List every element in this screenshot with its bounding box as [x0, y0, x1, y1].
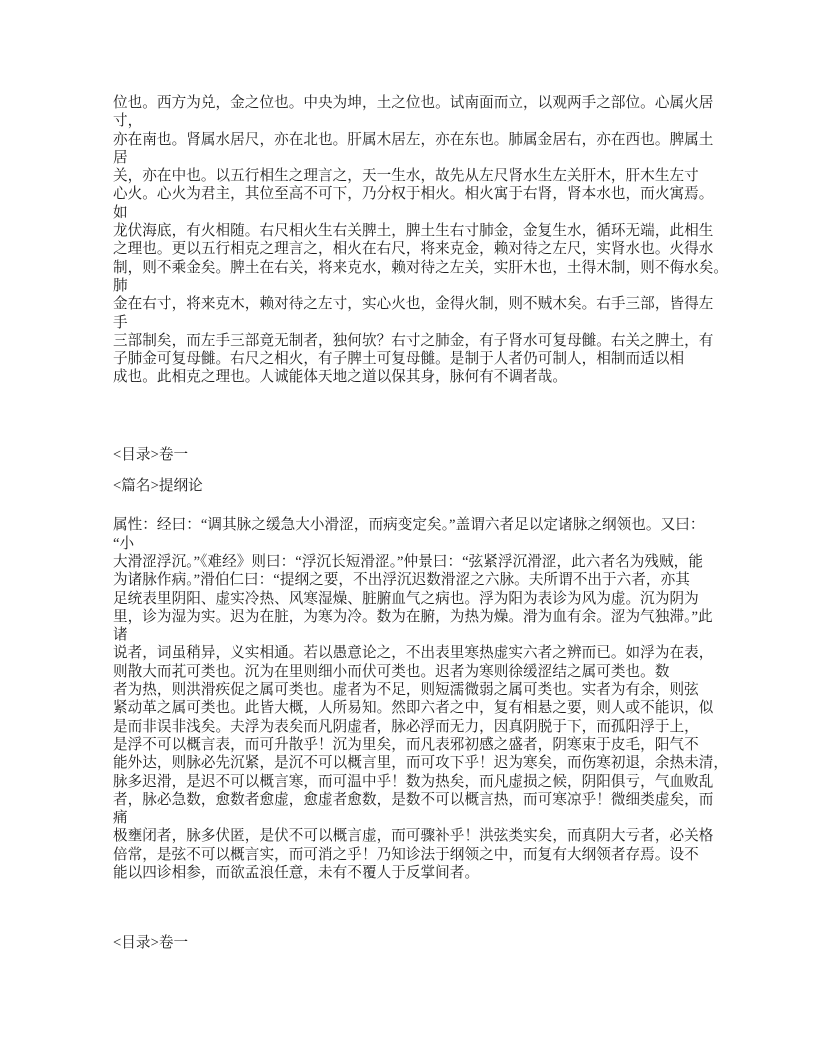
text-line: 肺 [113, 277, 128, 294]
text-line: 是浮不可以概言表，而可升散乎！沉为里矣，而凡表邪初感之盛者，阴寒束于皮毛，阳气不 [113, 736, 699, 753]
text-line: 是而非误非浅矣。夫浮为表矣而凡阴虚者，脉必浮而无力，因真阴脱于下，而孤阳浮于上， [113, 718, 699, 735]
text-line: 心火。心火为君主，其位至高不可下，乃分权于相火。相火寓于右肾，肾本水也，而火寓焉。 [113, 186, 714, 203]
text-line: 成也。此相克之理也。人诚能体天地之道以保其身，脉何有不调者哉。 [113, 369, 567, 386]
text-line: 位也。西方为兑，金之位也。中央为坤，土之位也。试南面而立，以观两手之部位。心属火居 [113, 95, 714, 111]
text-line: 金在右寸，将来克木，赖对待之左寸，实心火也，金得火制，则不贼木矣。右手三部，皆得左 [113, 296, 714, 313]
toc-marker-volume-one-bottom: <目录>卷一 [113, 935, 189, 952]
text-line: 能以四诊相参，而欲孟浪任意，未有不覆人于反掌间者。 [113, 864, 480, 881]
text-line: 三部制矣，而左手三部竟无制者，独何欤？右寸之肺金，有子肾水可复母雠。右关之脾土，有 [113, 332, 714, 349]
text-line: 脉多迟滑，是迟不可以概言寒，而可温中乎！数为热矣，而凡虚损之候，阴阳俱亏，气血败乱 [113, 773, 714, 790]
text-line: 如 [113, 204, 128, 221]
text-line: 关，亦在中也。以五行相生之理言之，天一生水，故先从左尺肾水生左关肝木，肝木生左寸 [113, 168, 699, 185]
text-line: 说者，词虽稍异，义实相通。若以愚意论之，不出表里寒热虚实六者之辨而已。如浮为在表， [113, 645, 714, 662]
text-line: 者，脉必急数，愈数者愈虚，愈虚者愈数，是数不可以概言热，而可寒凉乎！微细类虚矣，而 [113, 791, 714, 808]
text-line: 足统表里阴阳、虚实冷热、风寒湿燥、脏腑血气之病也。浮为阳为表诊为风为虚。沉为阴为 [113, 590, 699, 607]
text-line: “小 [113, 535, 135, 552]
text-line: 手 [113, 314, 128, 331]
text-line: 紧动革之属可类也。此皆大概，人所易知。然即六者之中，复有相悬之要，则人或不能识，似 [113, 700, 714, 717]
text-line: 倍常，是弦不可以概言实，而可消之乎！乃知诊法于纲领之中，而复有大纲领者存焉。设不 [113, 846, 699, 863]
text-line: 诸 [113, 627, 128, 644]
paragraph-five-elements [113, 94, 758, 387]
text-line: 能外达，则脉必先沉紧，是沉不可以概言里，而可攻下乎！迟为寒矣，而伤寒初退，余热未清， [113, 755, 729, 772]
text-line: 亦在南也。肾属水居尺，亦在北也。肝属木居左，亦在东也。肺属金居右，亦在西也。脾属土 [113, 131, 714, 148]
text-line: 之理也。更以五行相克之理言之，相火在右尺，将来克金，赖对待之左尺，实肾水也。火得水 [113, 241, 714, 258]
text-line: 痛 [113, 810, 128, 827]
text-line: 子肺金可复母雠。右尺之相火，有子脾土可复母雠。是制于人者仍可制人，相制而适以相 [113, 351, 685, 368]
text-line: 寸， [113, 113, 143, 130]
text-line: 者为热，则洪滑疾促之属可类也。虚者为不足，则短濡微弱之属可类也。实者为有余，则弦 [113, 682, 699, 699]
text-line: 里，诊为湿为实。迟为在脏，为寒为冷。数为在腑，为热为燥。滑为血有余。涩为气独滞。”此 [113, 608, 713, 625]
toc-marker-volume-one: <目录>卷一 [113, 446, 189, 463]
text-line: 大滑涩浮沉。”《难经》则曰：“浮沉长短滑涩。”仲景曰：“弦紧浮沉滑涩，此六者名为残贼，能 [113, 553, 703, 570]
text-line: 制，则不乘金矣。脾土在右关，将来克水，赖对待之左关，实肝木也，土得木制，则不侮水矣。 [113, 259, 729, 276]
text-line: 居 [113, 149, 128, 166]
paragraph-tigang-lun [113, 516, 758, 882]
text-line: 为诸脉作病。”滑伯仁曰：“提纲之要，不出浮沉迟数滑涩之六脉。夫所谓不出于六者，亦其 [113, 572, 690, 589]
text-line: 则散大而芤可类也。沉为在里则细小而伏可类也。迟者为寒则徐缓涩结之属可类也。数 [113, 663, 670, 680]
text-line: 极壅闭者，脉多伏匿，是伏不可以概言虚，而可骤补乎！洪弦类实矣，而真阴大亏者，必关格 [113, 828, 714, 845]
section-title-tigang-lun: <篇名>提纲论 [113, 478, 203, 495]
text-line: 属性：经曰：“调其脉之缓急大小滑涩，而病变定矣。”盖谓六者足以定诸脉之纲领也。又曰： [113, 517, 705, 534]
text-line: 龙伏海底，有火相随。右尺相火生右关脾土，脾土生右寸肺金，金复生水，循环无端，此相生 [113, 223, 714, 240]
